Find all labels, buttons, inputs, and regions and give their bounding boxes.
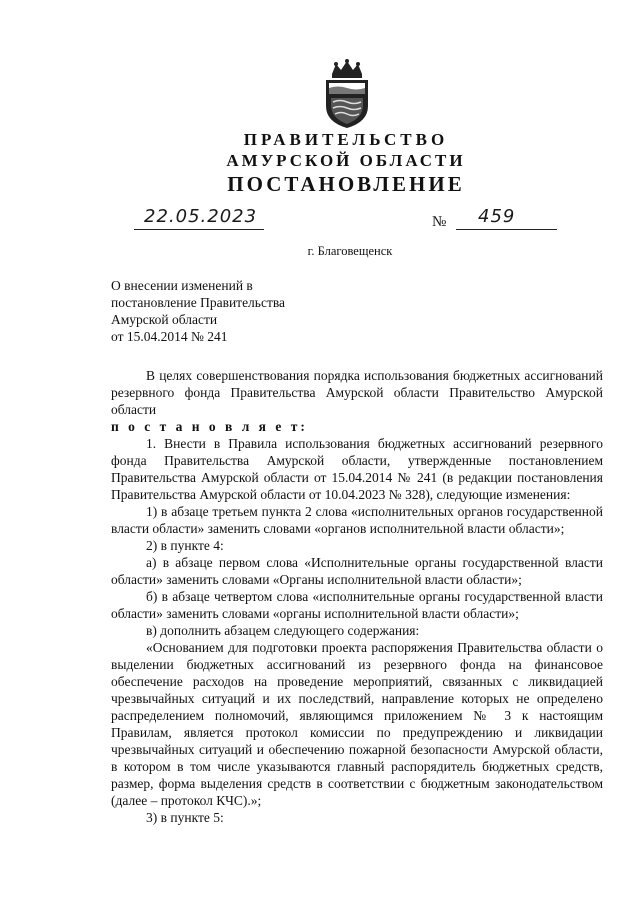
quoted-paragraph: «Основанием для подготовки проекта распоряжения Правительства области о выделении бюджетных ассигнований из резервного фонда на финансовое обеспечение расходов на проведение мероприятий, связанных с ликвидацией чрезвычайных ситуаций и их последствий, направление которых не определено распределением полномочий, являющимся приложением № 3 к настоящим Правилам, является протокол комиссии по предупреждению и ликвидации чрезвычайных ситуаций и обеспечению пожарной безопасности Амурской области, в котором в том числе указываются главный распорядитель бюджетных средств, размер, форма выделения средств в соответствии с бюджетным законодательством (далее – протокол КЧС).»;	[111, 640, 603, 808]
item-1-2-c: в) дополнить абзацем следующего содержания:	[146, 623, 420, 638]
date-underline	[134, 229, 264, 230]
document-number: 459	[478, 206, 516, 227]
number-underline	[456, 229, 557, 230]
intro-paragraph: В целях совершенствования порядка использования бюджетных ассигнований резервного фонда Правительства Амурской области Правительство Амурской области	[111, 368, 603, 417]
subject-line: Амурской области	[111, 312, 218, 327]
region-title: АМУРСКОЙ ОБЛАСТИ	[226, 151, 466, 170]
subject-line: постановление Правительства	[111, 295, 286, 310]
item-1-3: 3) в пункте 5:	[146, 810, 224, 825]
document-type-title: ПОСТАНОВЛЕНИЕ	[227, 172, 465, 196]
item-1: 1. Внести в Правила использования бюджетных ассигнований резервного фонда Правительства Амурской области, утвержденные постановлением Правительства Амурской области от 15.04.2014 № 241 (в редакции постановления Правительства Амурской области от 10.04.2023 № 328), следующие изменения:	[111, 436, 603, 502]
item-1-2: 2) в пункте 4:	[146, 538, 224, 553]
item-1-2-a: а) в абзаце первом слова «Исполнительные органы государственной власти области» заменить словами «Органы исполнительной власти области»;	[111, 555, 603, 587]
document-body	[111, 367, 603, 826]
item-1-1: 1) в абзаце третьем пункта 2 слова «исполнительных органов государственной власти области» заменить словами «органов исполнительной власти области»;	[111, 504, 603, 536]
government-title: ПРАВИТЕЛЬСТВО	[243, 130, 449, 149]
number-label: №	[432, 214, 447, 230]
subject-line: от 15.04.2014 № 241	[111, 329, 228, 344]
document-date: 22.05.2023	[144, 206, 258, 227]
subject-block	[111, 277, 285, 345]
coat-of-arms-icon	[318, 58, 376, 130]
item-1-2-b: б) в абзаце четвертом слова «исполнительные органы государственной власти области» заменить словами «органы исполнительной власти области»;	[111, 589, 603, 621]
decree-word: п о с т а н о в л я е т:	[111, 419, 308, 434]
city-line: г. Благовещенск	[307, 244, 393, 258]
subject-line: О внесении изменений в	[111, 278, 253, 293]
